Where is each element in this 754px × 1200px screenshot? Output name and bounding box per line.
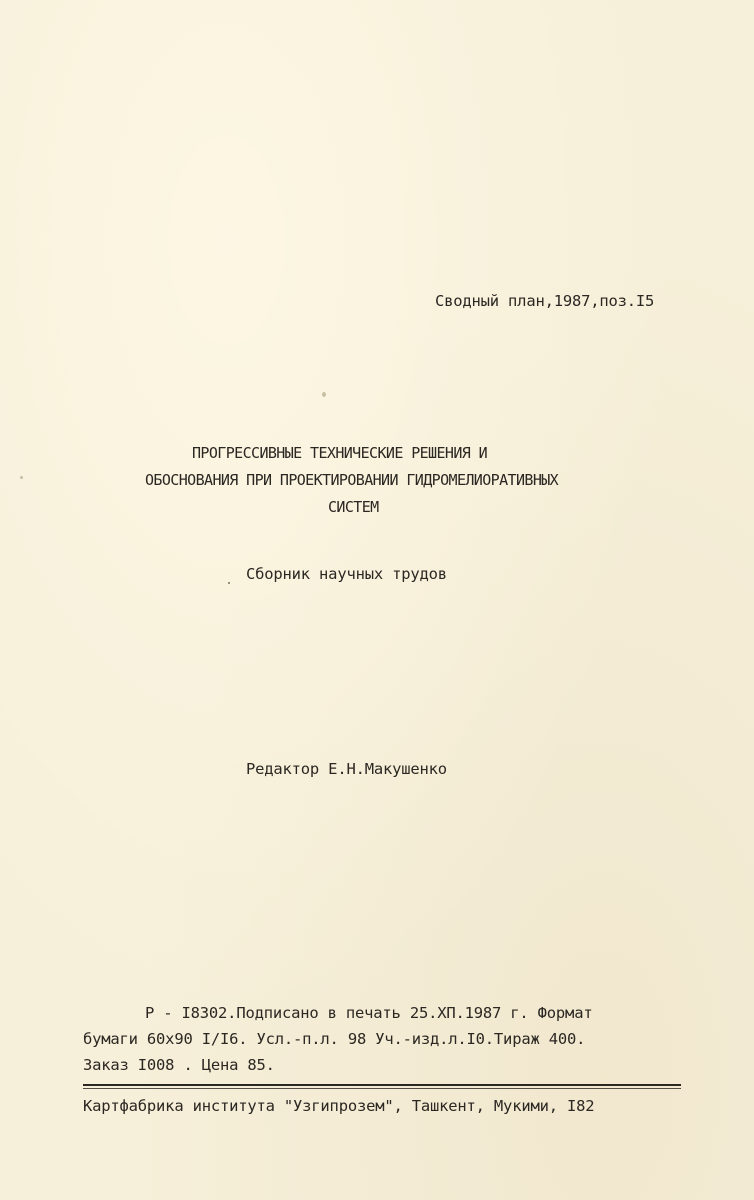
title-line-1: ПРОГРЕССИВНЫЕ ТЕХНИЧЕСКИЕ РЕШЕНИЯ И [192,444,488,462]
title-line-2: ОБОСНОВАНИЯ ПРИ ПРОЕКТИРОВАНИИ ГИДРОМЕЛИОРАТИВНЫХ [145,471,559,489]
plan-reference: Сводный план,1987,поз.I5 [435,292,655,310]
title-line-3: СИСТЕМ [328,498,379,516]
paper-speck [20,476,23,479]
subtitle: Сборник научных трудов [246,565,447,583]
paper-speck [228,582,230,584]
imprint-line-3: Заказ I008 . Цена 85. [83,1056,275,1074]
printer-info: Картфабрика института "Узгипрозем", Ташкент, Мукими, I82 [83,1097,595,1115]
imprint-line-2: бумаги 60x90 I/I6. Усл.-п.л. 98 Уч.-изд.л.I0.Тираж 400. [83,1030,586,1048]
divider-rule [83,1084,681,1086]
paper-speck [322,392,326,397]
editor-credit: Редактор Е.Н.Макушенко [246,760,447,778]
divider-rule-thin [83,1088,681,1089]
imprint-line-1: Р - I8302.Подписано в печать 25.XП.1987 г. Формат [145,1004,593,1022]
